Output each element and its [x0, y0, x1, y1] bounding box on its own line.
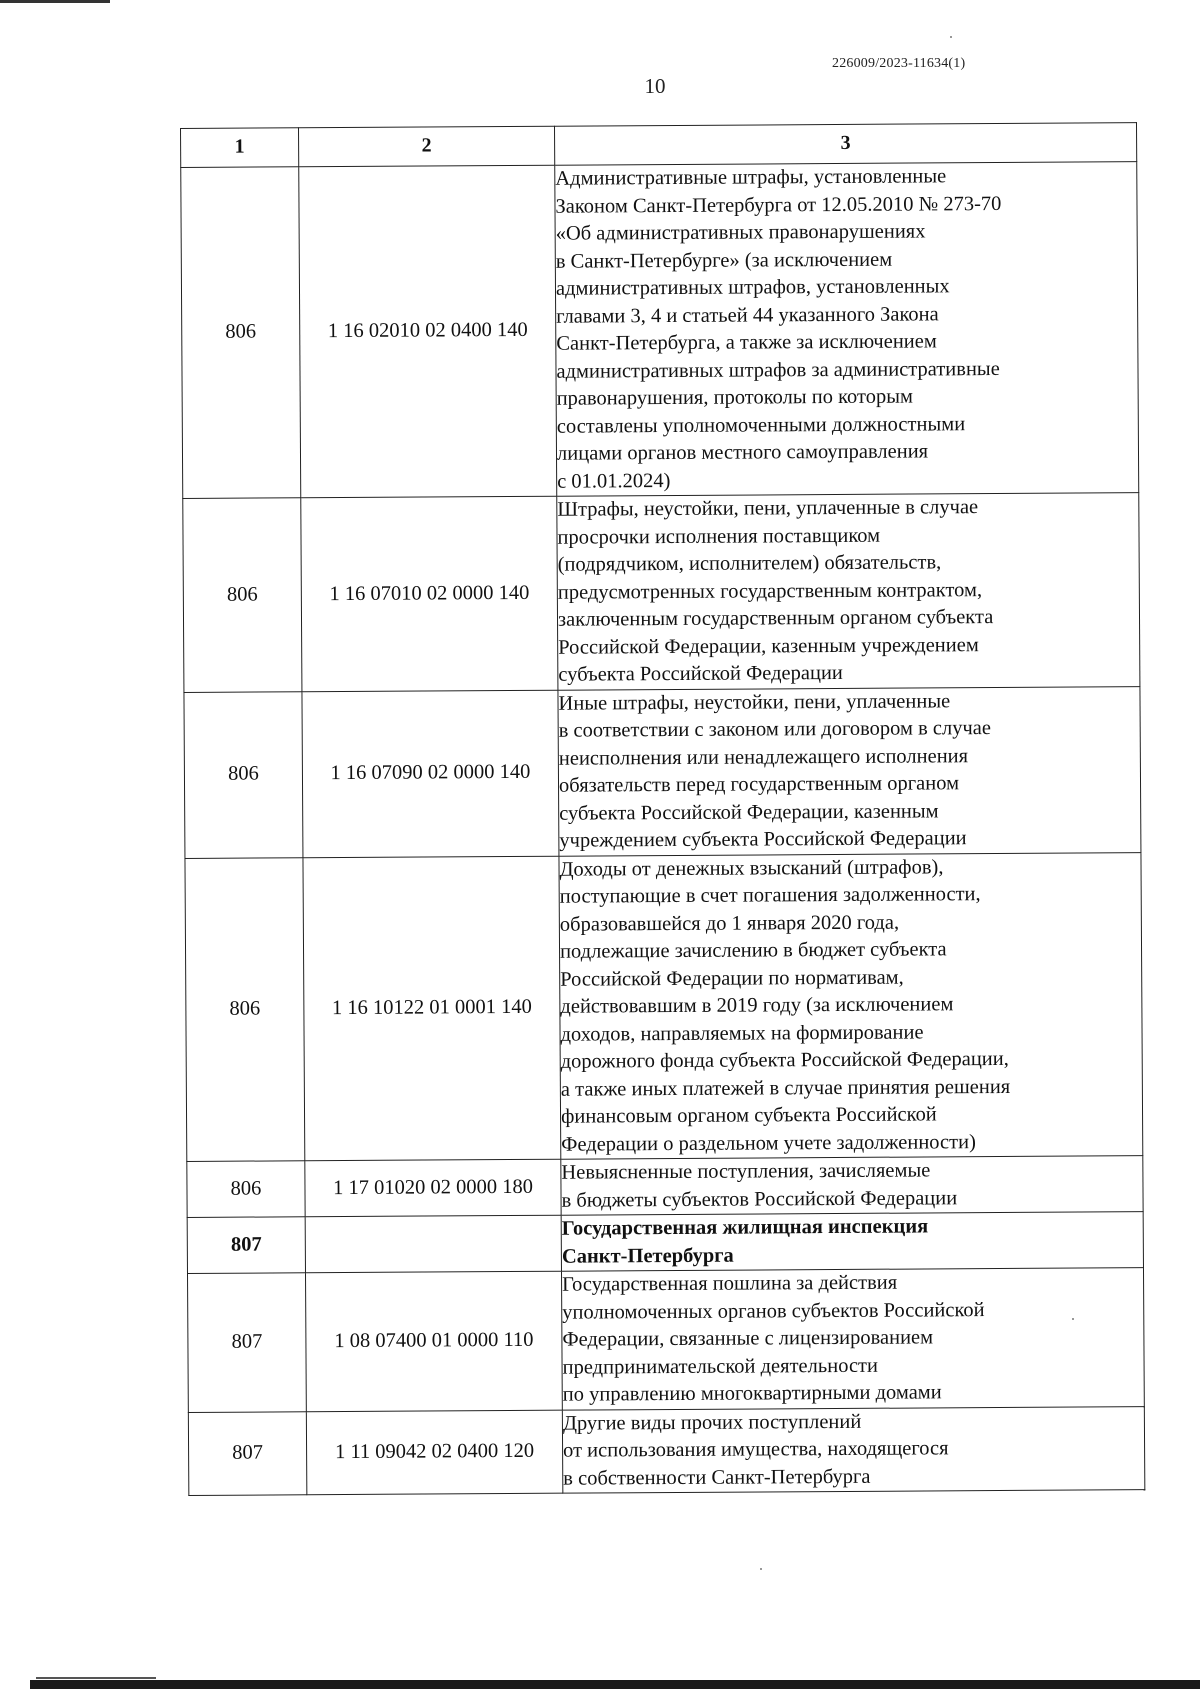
scan-speck [760, 1568, 762, 1570]
revenue-description-cell [559, 852, 1143, 1159]
revenue-description-cell [561, 1212, 1143, 1272]
column-header-2: 2 [299, 126, 555, 167]
table-row [184, 686, 1141, 858]
description-line: правонарушения, протоколы по которым [556, 385, 913, 410]
admin-code-cell: 807 [188, 1411, 307, 1495]
scan-edge-mark-bottom [30, 1680, 1200, 1689]
page-number: 10 [644, 74, 666, 98]
description-line: субъекта Российской Федерации, казенным [559, 799, 939, 825]
revenue-description-cell [557, 493, 1140, 690]
table-row [187, 1156, 1143, 1218]
document-reference-number: 226009/2023-11634(1) [832, 56, 966, 71]
admin-code-cell: 807 [187, 1273, 306, 1412]
description-line: административных штрафов за административные [556, 357, 1000, 383]
admin-code-cell: 806 [181, 167, 301, 499]
description-line: от использования имущества, находящегося [563, 1437, 949, 1462]
description-line: учреждением субъекта Российской Федерации [559, 827, 967, 852]
description-line: предпринимательской деятельности [562, 1354, 879, 1379]
description-line: дорожного фонда субъекта Российской Федерации, [560, 1047, 1009, 1073]
budget-classification-code-cell: 1 16 07010 02 0000 140 [301, 496, 558, 691]
admin-code-cell: 806 [187, 1161, 305, 1218]
description-line: заключенным государственным органом субъекта [557, 606, 994, 631]
budget-classification-code-cell: 1 16 02010 02 0400 140 [299, 165, 557, 498]
description-line: Штрафы, неустойки, пени, уплаченные в случае [557, 496, 979, 521]
description-line: «Об административных правонарушениях [555, 220, 926, 245]
scan-edge-mark-top [0, 0, 110, 3]
admin-code-cell: 806 [183, 498, 302, 692]
scan-speck [950, 36, 952, 38]
description-line: просрочки исполнения поставщиком [557, 524, 881, 549]
description-line: обязательств перед государственным органом [558, 772, 960, 797]
table-row [188, 1406, 1144, 1495]
table-header-row [181, 123, 1137, 168]
description-line: составлены уполномоченными должностными [556, 412, 966, 438]
description-line: Санкт-Петербурга, а также за исключением [556, 330, 937, 355]
table-row [181, 162, 1139, 499]
budget-classification-code-cell: 1 11 09042 02 0400 120 [306, 1410, 563, 1495]
revenue-description-cell [561, 1156, 1143, 1216]
description-line: предусмотренных государственным контрактом, [557, 578, 983, 604]
table-row [185, 852, 1143, 1161]
description-line: подлежащие зачислению в бюджет субъекта [559, 938, 947, 963]
description-line: в Санкт-Петербурге» (за исключением [555, 248, 893, 273]
description-line: а также иных платежей в случае принятия решения [560, 1075, 1011, 1101]
budget-classification-code-cell [305, 1215, 561, 1273]
description-line: лицами органов местного самоуправления [556, 440, 929, 465]
description-line: по управлению многоквартирными домами [562, 1381, 942, 1406]
description-line: Федерации, связанные с лицензированием [562, 1326, 934, 1351]
description-line: Российской Федерации, казенным учреждением [558, 633, 979, 659]
budget-classification-code-cell: 1 17 01020 02 0000 180 [305, 1159, 561, 1217]
description-line: Российской Федерации по нормативам, [560, 966, 904, 991]
description-line: Государственная жилищная инспекция [561, 1215, 929, 1240]
budget-classification-code-cell: 1 16 07090 02 0000 140 [302, 690, 559, 858]
description-line: в соответствии с законом или договором в случае [558, 717, 992, 742]
description-line: поступающие в счет погашения задолженности, [559, 883, 981, 908]
description-line: в собственности Санкт-Петербурга [563, 1465, 871, 1490]
description-line: Административные штрафы, установленные [555, 165, 947, 190]
admin-code-cell: 807 [187, 1217, 305, 1274]
revenue-description-cell [561, 1268, 1144, 1410]
description-line: главами 3, 4 и статьей 44 указанного Закона [556, 302, 939, 328]
description-line: неисполнения или ненадлежащего исполнения [558, 744, 969, 770]
budget-classification-code-cell: 1 16 10122 01 0001 140 [303, 856, 561, 1161]
description-line: в бюджеты субъектов Российской Федерации [561, 1186, 958, 1212]
description-line: Законом Санкт-Петербурга от 12.05.2010 № 273-70 [555, 192, 1002, 218]
description-line: финансовым органом субъекта Российской [560, 1103, 937, 1128]
admin-code-cell: 806 [185, 857, 305, 1161]
description-line: административных штрафов, установленных [555, 275, 950, 300]
revenue-description-cell [558, 686, 1141, 856]
description-line: уполномоченных органов субъектов Российской [562, 1298, 985, 1324]
description-line: Федерации о раздельном учете задолженности) [561, 1130, 976, 1156]
table-row [183, 493, 1140, 692]
description-line: субъекта Российской Федерации [558, 661, 843, 686]
description-line: Невыясненные поступления, зачисляемые [561, 1159, 931, 1184]
budget-revenue-table [180, 122, 1145, 1496]
description-line: доходов, направляемых на формирование [560, 1020, 924, 1046]
revenue-description-cell [555, 162, 1139, 497]
description-line: Другие виды прочих поступлений [562, 1410, 862, 1435]
description-line: Санкт-Петербурга [561, 1244, 734, 1268]
admin-code-cell: 806 [184, 691, 303, 858]
description-line: Иные штрафы, неустойки, пени, уплаченные [558, 689, 951, 715]
column-header-1: 1 [181, 128, 299, 168]
budget-classification-code-cell: 1 08 07400 01 0000 110 [305, 1271, 562, 1411]
description-line: Доходы от денежных взысканий (штрафов), [559, 855, 944, 881]
description-line: Государственная пошлина за действия [562, 1271, 898, 1296]
column-header-3: 3 [554, 123, 1136, 166]
table-row [187, 1268, 1144, 1412]
description-line: образовавшейся до 1 января 2020 года, [559, 911, 900, 936]
revenue-description-cell [562, 1406, 1144, 1493]
description-line: с 01.01.2024) [557, 469, 671, 493]
description-line: действовавшим в 2019 году (за исключением [560, 993, 954, 1018]
description-line: (подрядчиком, исполнителем) обязательств, [557, 551, 942, 576]
table-row [187, 1212, 1143, 1274]
